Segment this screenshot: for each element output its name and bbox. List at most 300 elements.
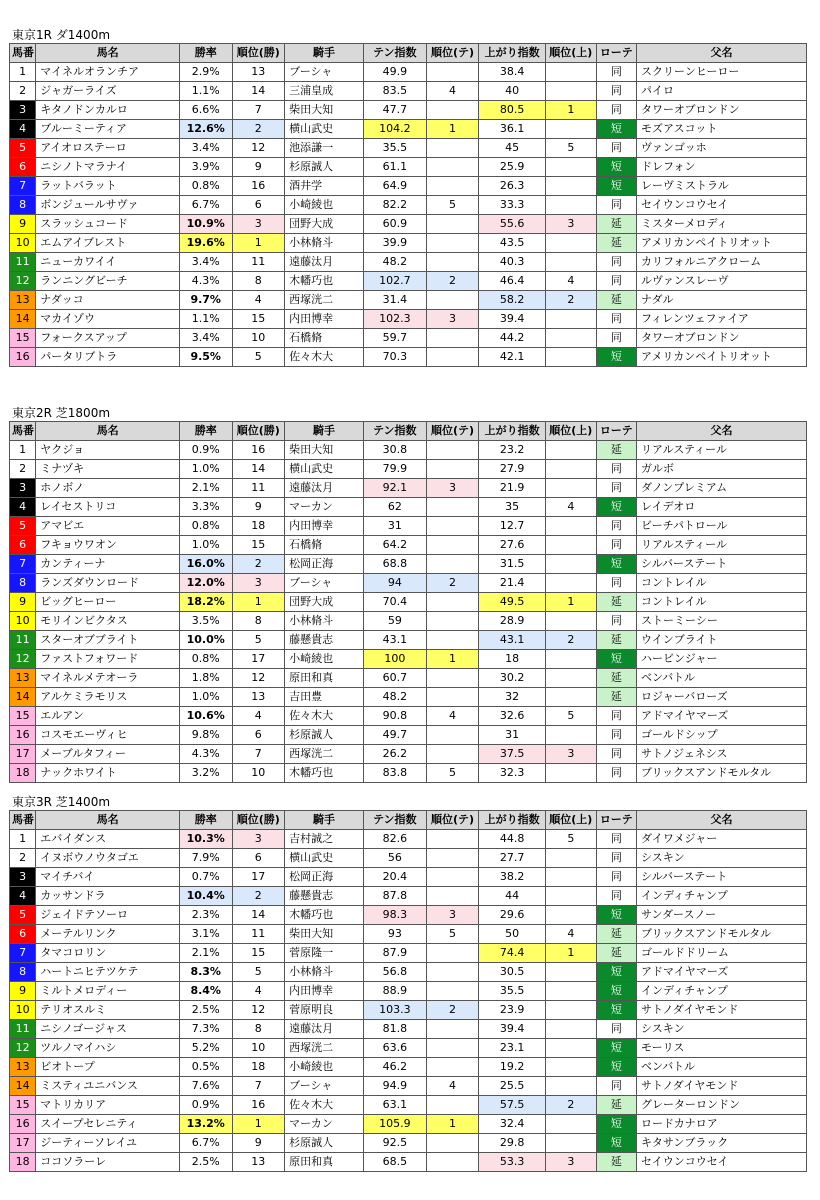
header-late-index: 上がり指数 bbox=[479, 422, 546, 441]
table-row bbox=[10, 158, 807, 177]
cell-late-index: 30.5 bbox=[479, 963, 546, 982]
cell-num: 6 bbox=[10, 925, 36, 944]
cell-num: 10 bbox=[10, 234, 36, 253]
cell-jockey: 小崎綾也 bbox=[285, 196, 364, 215]
cell-win-rate: 9.5% bbox=[179, 348, 232, 367]
cell-early-rank: 3 bbox=[426, 906, 479, 925]
cell-sire: ゴールドシップ bbox=[637, 726, 807, 745]
cell-rotation: 同 bbox=[596, 612, 636, 631]
cell-late-index: 55.6 bbox=[479, 215, 546, 234]
cell-win-rank: 11 bbox=[232, 925, 285, 944]
cell-rotation: 同 bbox=[596, 830, 636, 849]
cell-num: 8 bbox=[10, 196, 36, 215]
header-early-index: テン指数 bbox=[363, 44, 426, 63]
cell-early-rank: 4 bbox=[426, 707, 479, 726]
cell-jockey: 佐々木大 bbox=[285, 348, 364, 367]
cell-sire: ウインブライト bbox=[637, 631, 807, 650]
cell-late-index: 29.8 bbox=[479, 1134, 546, 1153]
cell-early-index: 81.8 bbox=[363, 1020, 426, 1039]
cell-late-index: 40 bbox=[479, 82, 546, 101]
cell-late-index: 32.4 bbox=[479, 1115, 546, 1134]
cell-win-rate: 16.0% bbox=[179, 555, 232, 574]
cell-rotation: 延 bbox=[596, 1096, 636, 1115]
cell-win-rank: 18 bbox=[232, 517, 285, 536]
cell-horse: レイセストリコ bbox=[36, 498, 180, 517]
cell-rotation: 延 bbox=[596, 669, 636, 688]
cell-win-rate: 2.9% bbox=[179, 63, 232, 82]
cell-early-index: 63.6 bbox=[363, 1039, 426, 1058]
cell-late-rank bbox=[546, 441, 597, 460]
cell-horse: スターオブブライト bbox=[36, 631, 180, 650]
header-late-index: 上がり指数 bbox=[479, 44, 546, 63]
header-early-rank: 順位(テ) bbox=[426, 44, 479, 63]
cell-num: 7 bbox=[10, 555, 36, 574]
cell-early-index: 87.8 bbox=[363, 887, 426, 906]
cell-win-rank: 14 bbox=[232, 460, 285, 479]
cell-early-rank: 3 bbox=[426, 479, 479, 498]
table-row bbox=[10, 1096, 807, 1115]
header-win-rank: 順位(勝) bbox=[232, 811, 285, 830]
cell-horse: ミナヅキ bbox=[36, 460, 180, 479]
cell-jockey: 杉原誠人 bbox=[285, 158, 364, 177]
cell-sire: レーヴミストラル bbox=[637, 177, 807, 196]
header-num: 馬番 bbox=[10, 811, 36, 830]
cell-early-rank bbox=[426, 555, 479, 574]
table-row bbox=[10, 101, 807, 120]
cell-jockey: 木幡巧也 bbox=[285, 764, 364, 783]
cell-sire: ロードカナロア bbox=[637, 1115, 807, 1134]
cell-late-index: 31 bbox=[479, 726, 546, 745]
cell-sire: ヴァンゴッホ bbox=[637, 139, 807, 158]
cell-win-rate: 2.1% bbox=[179, 479, 232, 498]
cell-jockey: ブーシャ bbox=[285, 1077, 364, 1096]
cell-num: 1 bbox=[10, 63, 36, 82]
cell-late-rank bbox=[546, 1115, 597, 1134]
cell-late-rank bbox=[546, 669, 597, 688]
cell-rotation: 短 bbox=[596, 120, 636, 139]
cell-rotation: 同 bbox=[596, 849, 636, 868]
cell-jockey: 団野大成 bbox=[285, 215, 364, 234]
cell-early-index: 59 bbox=[363, 612, 426, 631]
cell-sire: リアルスティール bbox=[637, 441, 807, 460]
cell-early-index: 102.7 bbox=[363, 272, 426, 291]
cell-win-rank: 6 bbox=[232, 849, 285, 868]
cell-early-index: 31 bbox=[363, 517, 426, 536]
cell-num: 5 bbox=[10, 906, 36, 925]
cell-win-rate: 2.5% bbox=[179, 1001, 232, 1020]
table-row bbox=[10, 196, 807, 215]
cell-late-rank bbox=[546, 234, 597, 253]
header-late-index: 上がり指数 bbox=[479, 811, 546, 830]
table-row bbox=[10, 1134, 807, 1153]
cell-jockey: ブーシャ bbox=[285, 63, 364, 82]
cell-jockey: 三浦皇成 bbox=[285, 82, 364, 101]
cell-jockey: 小林脩斗 bbox=[285, 963, 364, 982]
cell-early-rank bbox=[426, 726, 479, 745]
cell-late-index: 39.4 bbox=[479, 310, 546, 329]
table-row bbox=[10, 310, 807, 329]
cell-num: 12 bbox=[10, 272, 36, 291]
cell-sire: セイウンコウセイ bbox=[637, 196, 807, 215]
cell-horse: ツルノマイハシ bbox=[36, 1039, 180, 1058]
table-row bbox=[10, 120, 807, 139]
header-win-rank: 順位(勝) bbox=[232, 422, 285, 441]
cell-sire: パイロ bbox=[637, 82, 807, 101]
header-horse: 馬名 bbox=[36, 44, 180, 63]
table-row bbox=[10, 555, 807, 574]
cell-sire: モーリス bbox=[637, 1039, 807, 1058]
table-row bbox=[10, 498, 807, 517]
cell-win-rate: 1.0% bbox=[179, 536, 232, 555]
cell-late-index: 38.2 bbox=[479, 868, 546, 887]
cell-win-rank: 1 bbox=[232, 234, 285, 253]
cell-late-index: 36.1 bbox=[479, 120, 546, 139]
cell-num: 16 bbox=[10, 726, 36, 745]
cell-late-rank: 1 bbox=[546, 593, 597, 612]
cell-early-index: 88.9 bbox=[363, 982, 426, 1001]
cell-win-rank: 4 bbox=[232, 982, 285, 1001]
cell-num: 8 bbox=[10, 574, 36, 593]
cell-jockey: 西塚洸二 bbox=[285, 1039, 364, 1058]
cell-horse: エバイダンス bbox=[36, 830, 180, 849]
cell-num: 7 bbox=[10, 177, 36, 196]
cell-win-rank: 12 bbox=[232, 139, 285, 158]
cell-num: 13 bbox=[10, 291, 36, 310]
race-table bbox=[9, 43, 807, 367]
cell-rotation: 短 bbox=[596, 555, 636, 574]
cell-jockey: 柴田大知 bbox=[285, 101, 364, 120]
cell-late-index: 21.4 bbox=[479, 574, 546, 593]
header-jockey: 騎手 bbox=[285, 422, 364, 441]
cell-win-rate: 1.1% bbox=[179, 82, 232, 101]
table-row bbox=[10, 329, 807, 348]
cell-sire: セイウンコウセイ bbox=[637, 1153, 807, 1172]
cell-early-rank bbox=[426, 849, 479, 868]
cell-late-index: 35 bbox=[479, 498, 546, 517]
cell-horse: ヤクジョ bbox=[36, 441, 180, 460]
cell-jockey: 藤懸貴志 bbox=[285, 887, 364, 906]
cell-jockey: 石橋脩 bbox=[285, 536, 364, 555]
cell-win-rate: 0.9% bbox=[179, 1096, 232, 1115]
cell-jockey: 酒井学 bbox=[285, 177, 364, 196]
cell-early-rank bbox=[426, 944, 479, 963]
cell-rotation: 同 bbox=[596, 63, 636, 82]
cell-num: 16 bbox=[10, 1115, 36, 1134]
cell-late-rank bbox=[546, 479, 597, 498]
cell-num: 7 bbox=[10, 944, 36, 963]
cell-rotation: 同 bbox=[596, 196, 636, 215]
table-row bbox=[10, 234, 807, 253]
header-rotation: ローテ bbox=[596, 422, 636, 441]
cell-sire: レイデオロ bbox=[637, 498, 807, 517]
cell-win-rate: 10.4% bbox=[179, 887, 232, 906]
cell-win-rank: 9 bbox=[232, 158, 285, 177]
cell-early-index: 26.2 bbox=[363, 745, 426, 764]
cell-horse: ビッグヒーロー bbox=[36, 593, 180, 612]
cell-jockey: 西塚洸二 bbox=[285, 291, 364, 310]
header-early-index: テン指数 bbox=[363, 811, 426, 830]
cell-early-index: 64.9 bbox=[363, 177, 426, 196]
cell-rotation: 短 bbox=[596, 1134, 636, 1153]
header-sire: 父名 bbox=[637, 811, 807, 830]
cell-late-rank bbox=[546, 1058, 597, 1077]
cell-num: 18 bbox=[10, 1153, 36, 1172]
cell-late-rank: 5 bbox=[546, 707, 597, 726]
cell-jockey: 石橋脩 bbox=[285, 329, 364, 348]
cell-rotation: 短 bbox=[596, 963, 636, 982]
cell-late-index: 35.5 bbox=[479, 982, 546, 1001]
cell-early-rank bbox=[426, 234, 479, 253]
cell-rotation: 延 bbox=[596, 688, 636, 707]
cell-early-rank: 1 bbox=[426, 120, 479, 139]
cell-rotation: 同 bbox=[596, 479, 636, 498]
header-late-rank: 順位(上) bbox=[546, 44, 597, 63]
cell-rotation: 延 bbox=[596, 631, 636, 650]
table-row bbox=[10, 887, 807, 906]
table-row bbox=[10, 1077, 807, 1096]
cell-win-rate: 1.8% bbox=[179, 669, 232, 688]
cell-num: 12 bbox=[10, 650, 36, 669]
cell-sire: グレーターロンドン bbox=[637, 1096, 807, 1115]
cell-late-rank bbox=[546, 1077, 597, 1096]
cell-horse: ブルーミーティア bbox=[36, 120, 180, 139]
cell-horse: ランニングビーチ bbox=[36, 272, 180, 291]
table-row bbox=[10, 830, 807, 849]
cell-late-index: 32 bbox=[479, 688, 546, 707]
cell-horse: ラットバラット bbox=[36, 177, 180, 196]
cell-early-index: 70.4 bbox=[363, 593, 426, 612]
cell-rotation: 短 bbox=[596, 1058, 636, 1077]
cell-early-index: 64.2 bbox=[363, 536, 426, 555]
cell-late-index: 44.2 bbox=[479, 329, 546, 348]
cell-jockey: 遠藤汰月 bbox=[285, 1020, 364, 1039]
cell-num: 2 bbox=[10, 82, 36, 101]
cell-rotation: 同 bbox=[596, 82, 636, 101]
cell-early-index: 102.3 bbox=[363, 310, 426, 329]
cell-win-rate: 1.0% bbox=[179, 688, 232, 707]
cell-num: 13 bbox=[10, 669, 36, 688]
cell-early-index: 103.3 bbox=[363, 1001, 426, 1020]
cell-jockey: マーカン bbox=[285, 1115, 364, 1134]
race-title: 東京2R 芝1800m bbox=[12, 406, 111, 420]
cell-late-index: 39.4 bbox=[479, 1020, 546, 1039]
cell-win-rate: 4.3% bbox=[179, 272, 232, 291]
cell-num: 4 bbox=[10, 887, 36, 906]
cell-early-rank bbox=[426, 158, 479, 177]
cell-late-rank bbox=[546, 196, 597, 215]
cell-win-rate: 8.3% bbox=[179, 963, 232, 982]
cell-rotation: 短 bbox=[596, 1039, 636, 1058]
cell-jockey: 吉田豊 bbox=[285, 688, 364, 707]
cell-jockey: 横山武史 bbox=[285, 849, 364, 868]
cell-win-rank: 2 bbox=[232, 555, 285, 574]
cell-early-rank: 5 bbox=[426, 196, 479, 215]
cell-rotation: 同 bbox=[596, 101, 636, 120]
cell-late-index: 53.3 bbox=[479, 1153, 546, 1172]
cell-jockey: 横山武史 bbox=[285, 120, 364, 139]
cell-num: 17 bbox=[10, 745, 36, 764]
cell-early-index: 30.8 bbox=[363, 441, 426, 460]
cell-horse: フォークスアップ bbox=[36, 329, 180, 348]
cell-win-rank: 3 bbox=[232, 574, 285, 593]
cell-early-index: 48.2 bbox=[363, 688, 426, 707]
cell-late-rank: 5 bbox=[546, 139, 597, 158]
cell-horse: テリオスルミ bbox=[36, 1001, 180, 1020]
cell-early-index: 68.8 bbox=[363, 555, 426, 574]
cell-early-index: 100 bbox=[363, 650, 426, 669]
cell-horse: ミスティユニバンス bbox=[36, 1077, 180, 1096]
table-row bbox=[10, 1153, 807, 1172]
cell-horse: タマコロリン bbox=[36, 944, 180, 963]
cell-sire: ブリックスアンドモルタル bbox=[637, 764, 807, 783]
cell-rotation: 同 bbox=[596, 745, 636, 764]
cell-sire: フィレンツェファイア bbox=[637, 310, 807, 329]
cell-early-index: 98.3 bbox=[363, 906, 426, 925]
cell-rotation: 同 bbox=[596, 764, 636, 783]
cell-sire: シルバーステート bbox=[637, 555, 807, 574]
cell-sire: シルバーステート bbox=[637, 868, 807, 887]
cell-late-rank bbox=[546, 1001, 597, 1020]
table-row bbox=[10, 707, 807, 726]
cell-horse: スラッシュコード bbox=[36, 215, 180, 234]
table-row bbox=[10, 1115, 807, 1134]
cell-jockey: 佐々木大 bbox=[285, 707, 364, 726]
table-row bbox=[10, 963, 807, 982]
cell-late-rank bbox=[546, 253, 597, 272]
cell-win-rank: 17 bbox=[232, 650, 285, 669]
cell-sire: コントレイル bbox=[637, 574, 807, 593]
header-sire: 父名 bbox=[637, 422, 807, 441]
cell-win-rate: 10.0% bbox=[179, 631, 232, 650]
cell-late-rank bbox=[546, 82, 597, 101]
cell-rotation: 同 bbox=[596, 139, 636, 158]
cell-win-rank: 3 bbox=[232, 830, 285, 849]
cell-num: 15 bbox=[10, 707, 36, 726]
cell-late-index: 50 bbox=[479, 925, 546, 944]
cell-sire: アメリカンペイトリオット bbox=[637, 348, 807, 367]
table-row bbox=[10, 215, 807, 234]
cell-jockey: 柴田大知 bbox=[285, 441, 364, 460]
cell-win-rate: 10.6% bbox=[179, 707, 232, 726]
cell-late-index: 19.2 bbox=[479, 1058, 546, 1077]
table-row bbox=[10, 272, 807, 291]
cell-late-index: 46.4 bbox=[479, 272, 546, 291]
cell-sire: ルヴァンスレーヴ bbox=[637, 272, 807, 291]
cell-win-rate: 3.2% bbox=[179, 764, 232, 783]
cell-jockey: 横山武史 bbox=[285, 460, 364, 479]
cell-sire: ナダル bbox=[637, 291, 807, 310]
cell-num: 16 bbox=[10, 348, 36, 367]
cell-early-rank: 3 bbox=[426, 310, 479, 329]
cell-late-index: 33.3 bbox=[479, 196, 546, 215]
table-row bbox=[10, 631, 807, 650]
cell-sire: サトノダイヤモンド bbox=[637, 1001, 807, 1020]
table-row bbox=[10, 669, 807, 688]
cell-win-rate: 19.6% bbox=[179, 234, 232, 253]
header-early-rank: 順位(テ) bbox=[426, 422, 479, 441]
table-row bbox=[10, 536, 807, 555]
cell-win-rank: 12 bbox=[232, 669, 285, 688]
cell-late-rank bbox=[546, 849, 597, 868]
cell-early-rank: 4 bbox=[426, 1077, 479, 1096]
cell-early-index: 56.8 bbox=[363, 963, 426, 982]
cell-late-index: 44.8 bbox=[479, 830, 546, 849]
cell-early-rank bbox=[426, 1134, 479, 1153]
cell-early-index: 47.7 bbox=[363, 101, 426, 120]
cell-horse: ココソラーレ bbox=[36, 1153, 180, 1172]
cell-early-rank bbox=[426, 1058, 479, 1077]
table-row bbox=[10, 253, 807, 272]
cell-horse: ボンジュールサヴァ bbox=[36, 196, 180, 215]
cell-horse: ナダッコ bbox=[36, 291, 180, 310]
cell-early-rank bbox=[426, 688, 479, 707]
cell-sire: コントレイル bbox=[637, 593, 807, 612]
cell-win-rate: 0.8% bbox=[179, 177, 232, 196]
cell-late-rank bbox=[546, 536, 597, 555]
cell-late-index: 26.3 bbox=[479, 177, 546, 196]
cell-num: 3 bbox=[10, 101, 36, 120]
cell-win-rank: 14 bbox=[232, 82, 285, 101]
header-early-rank: 順位(テ) bbox=[426, 811, 479, 830]
cell-win-rate: 0.9% bbox=[179, 441, 232, 460]
cell-num: 1 bbox=[10, 441, 36, 460]
cell-horse: ミルトメロディー bbox=[36, 982, 180, 1001]
cell-late-index: 37.5 bbox=[479, 745, 546, 764]
cell-horse: ジャガーライズ bbox=[36, 82, 180, 101]
table-row bbox=[10, 82, 807, 101]
cell-early-rank bbox=[426, 1020, 479, 1039]
cell-late-index: 74.4 bbox=[479, 944, 546, 963]
cell-jockey: 菅原明良 bbox=[285, 1001, 364, 1020]
cell-late-rank bbox=[546, 120, 597, 139]
cell-horse: マイネルメテオーラ bbox=[36, 669, 180, 688]
cell-early-rank bbox=[426, 291, 479, 310]
cell-rotation: 短 bbox=[596, 1001, 636, 1020]
cell-rotation: 延 bbox=[596, 441, 636, 460]
cell-win-rank: 18 bbox=[232, 1058, 285, 1077]
cell-late-index: 44 bbox=[479, 887, 546, 906]
cell-sire: ストーミーシー bbox=[637, 612, 807, 631]
cell-early-index: 79.9 bbox=[363, 460, 426, 479]
cell-early-rank: 2 bbox=[426, 1001, 479, 1020]
cell-horse: フキョウワオン bbox=[36, 536, 180, 555]
cell-num: 9 bbox=[10, 593, 36, 612]
cell-jockey: 内田博幸 bbox=[285, 982, 364, 1001]
cell-rotation: 短 bbox=[596, 650, 636, 669]
cell-late-rank bbox=[546, 1039, 597, 1058]
cell-early-index: 87.9 bbox=[363, 944, 426, 963]
cell-horse: イヌボウノウタゴエ bbox=[36, 849, 180, 868]
cell-jockey: 内田博幸 bbox=[285, 517, 364, 536]
cell-early-index: 48.2 bbox=[363, 253, 426, 272]
cell-early-index: 49.9 bbox=[363, 63, 426, 82]
cell-horse: ビオトープ bbox=[36, 1058, 180, 1077]
cell-win-rank: 7 bbox=[232, 101, 285, 120]
cell-late-rank bbox=[546, 868, 597, 887]
cell-late-rank bbox=[546, 517, 597, 536]
cell-early-index: 93 bbox=[363, 925, 426, 944]
cell-early-index: 20.4 bbox=[363, 868, 426, 887]
cell-late-index: 42.1 bbox=[479, 348, 546, 367]
table-row bbox=[10, 726, 807, 745]
cell-rotation: 延 bbox=[596, 593, 636, 612]
cell-late-rank: 1 bbox=[546, 101, 597, 120]
cell-early-index: 94 bbox=[363, 574, 426, 593]
cell-late-index: 18 bbox=[479, 650, 546, 669]
cell-win-rank: 16 bbox=[232, 177, 285, 196]
header-sire: 父名 bbox=[637, 44, 807, 63]
cell-jockey: 木幡巧也 bbox=[285, 906, 364, 925]
